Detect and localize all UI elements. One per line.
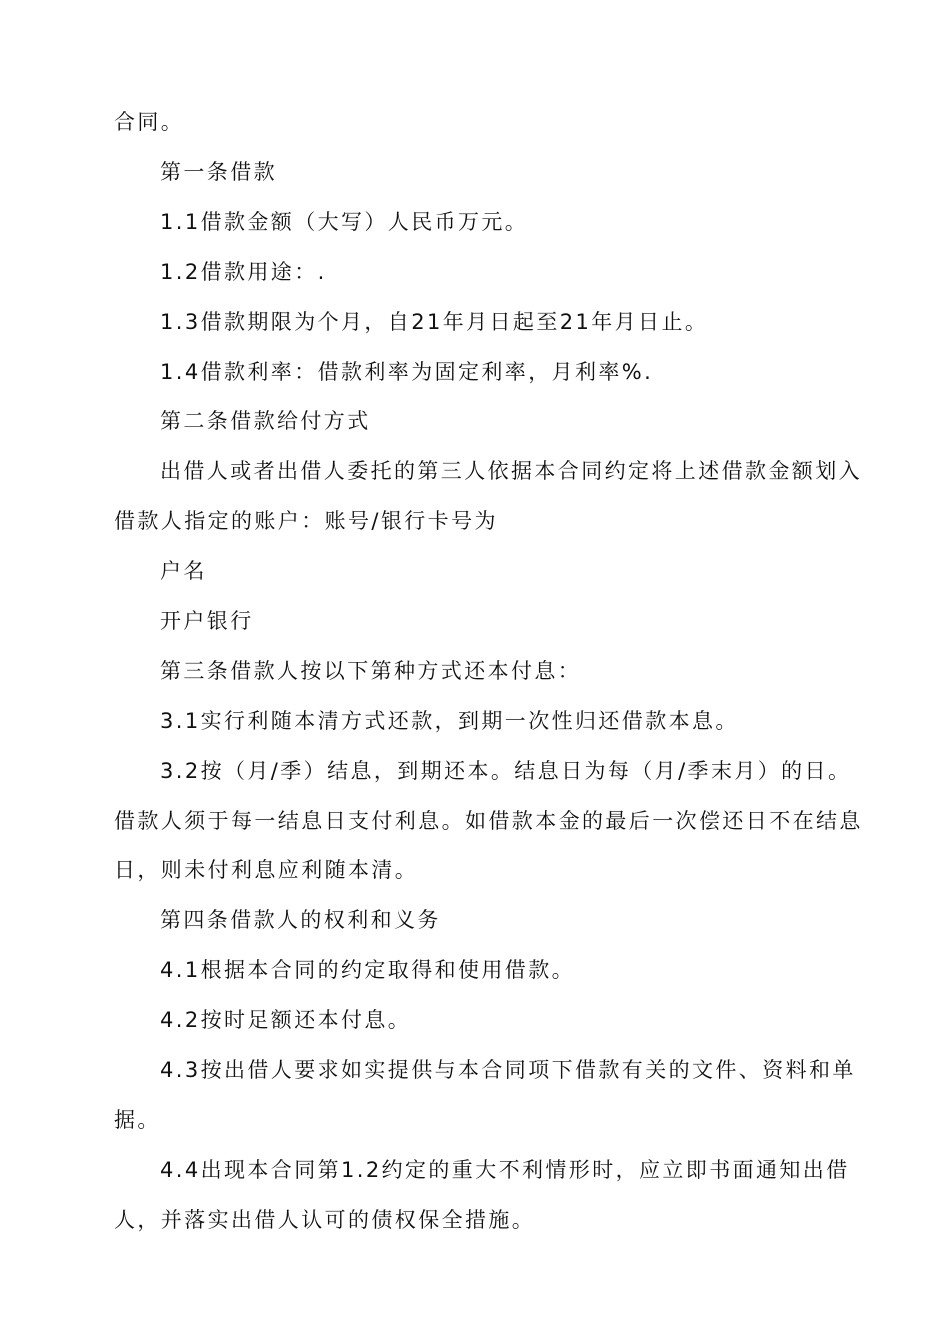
clause-1-2: 1.2借款用途：. (160, 260, 327, 284)
paragraph-line: 人，并落实出借人认可的债权保全措施。 (114, 1208, 536, 1232)
paragraph-line: 借款人指定的账户：账号/银行卡号为 (114, 509, 498, 533)
paragraph-line: 日，则未付利息应利随本清。 (114, 858, 419, 882)
clause-1-1: 1.1借款金额（大写）人民币万元。 (160, 210, 529, 234)
clause-1-4: 1.4借款利率：借款利率为固定利率，月利率%. (160, 360, 654, 384)
bank-line: 开户银行 (160, 609, 254, 633)
clause-4-3: 4.3按出借人要求如实提供与本合同项下借款有关的文件、资料和单 (160, 1058, 856, 1082)
clause-4-4: 4.4出现本合同第1.2约定的重大不利情形时，应立即书面通知出借 (160, 1158, 850, 1182)
paragraph-line: 借款人须于每一结息日支付利息。如借款本金的最后一次偿还日不在结息 (114, 809, 863, 833)
account-name-line: 户名 (160, 559, 207, 583)
article-heading-2: 第二条借款给付方式 (160, 409, 371, 433)
clause-3-1: 3.1实行利随本清方式还款，到期一次性归还借款本息。 (160, 709, 739, 733)
clause-4-2: 4.2按时足额还本付息。 (160, 1008, 412, 1032)
clause-3-2: 3.2按（月/季）结息，到期还本。结息日为每（月/季末月）的日。 (160, 759, 852, 783)
paragraph-line: 据。 (114, 1108, 161, 1132)
paragraph-line: 出借人或者出借人委托的第三人依据本合同约定将上述借款金额划入 (160, 459, 862, 483)
article-heading-1: 第一条借款 (160, 160, 277, 184)
clause-4-1: 4.1根据本合同的约定取得和使用借款。 (160, 958, 575, 982)
text-line: 合同。 (114, 110, 185, 134)
clause-1-3: 1.3借款期限为个月，自21年月日起至21年月日止。 (160, 310, 709, 334)
article-heading-4: 第四条借款人的权利和义务 (160, 908, 441, 932)
article-heading-3: 第三条借款人按以下第种方式还本付息： (160, 659, 582, 683)
